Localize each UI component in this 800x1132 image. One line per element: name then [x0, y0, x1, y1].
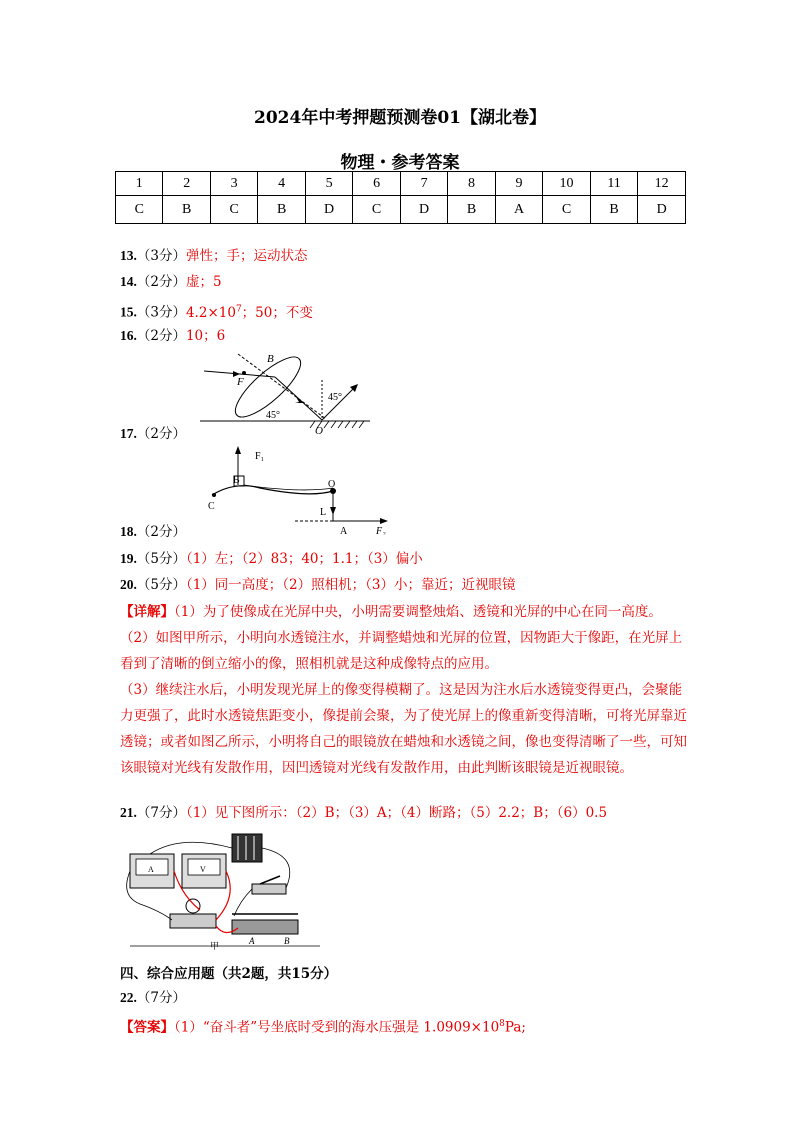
- page-title: 2024年中考押题预测卷01【湖北卷】: [254, 108, 546, 128]
- label-f1: F₁: [255, 451, 265, 462]
- voltmeter-label: V: [200, 865, 206, 874]
- answer-exponent: 8: [499, 1019, 505, 1029]
- answer-unit: Pa;: [504, 1019, 526, 1036]
- point-c: [212, 493, 216, 497]
- figure-label: 甲: [210, 941, 220, 950]
- battery: [232, 834, 262, 862]
- question-number: 16.: [120, 328, 137, 343]
- detail-paragraph-1: [120, 599, 690, 625]
- question-answer: （1）同一高度；（2）照相机；（3）小；靠近；近视眼镜: [185, 577, 516, 593]
- question-number: 20.: [120, 577, 137, 592]
- question-20: [120, 575, 516, 595]
- switch: [252, 884, 286, 894]
- label-a: A: [340, 526, 348, 535]
- question-score: （2分）: [136, 426, 186, 442]
- label-o: O: [315, 425, 323, 437]
- question-answer: （1）左；（2）83；40；1.1；（3）偏小: [185, 551, 423, 567]
- question-score: （3分）: [136, 248, 186, 264]
- arm-arrowhead: [330, 507, 336, 515]
- angle-label: 45°: [266, 410, 280, 421]
- question-number: 13.: [120, 248, 137, 263]
- detail-tag: 【详解】: [120, 604, 174, 620]
- question-number-cell: 1: [116, 172, 163, 196]
- rheostat-end-a: A: [249, 936, 255, 946]
- figure-21-circuit-diagram: [120, 826, 320, 950]
- label-b: B: [267, 353, 274, 365]
- question-number-cell: 10: [543, 172, 591, 196]
- question-number-cell: 6: [353, 172, 400, 196]
- answer-cell: B: [448, 196, 495, 224]
- question-22-answer: [120, 1014, 526, 1038]
- rheostat-end-b: B: [284, 936, 290, 946]
- wire: [150, 842, 232, 854]
- answer-table-answer-row: [116, 196, 686, 224]
- question-score: （2分）: [136, 274, 186, 290]
- answer-text: （1）“奋斗者”号坐底时受到的海水压强是 1.0909×10: [174, 1019, 500, 1036]
- answer-cell: C: [543, 196, 591, 224]
- detail-text: （1）为了使像成在光屏中央，小明需要调整烛焰、透镜和光屏的中心在同一高度。: [174, 604, 662, 620]
- question-number: 21.: [120, 805, 137, 820]
- force-f1-arrowhead: [235, 446, 241, 454]
- lamp-base: [170, 914, 216, 928]
- lever-curve: [212, 486, 333, 495]
- answer-cell: B: [258, 196, 305, 224]
- answer-cell: B: [163, 196, 210, 224]
- question-score: （5分）: [136, 551, 186, 567]
- answer-tag: 【答案】: [120, 1019, 174, 1036]
- question-13: [120, 246, 307, 266]
- section-heading: 四、综合应用题（共2题，共15分）: [120, 966, 338, 982]
- label-c: C: [208, 501, 215, 512]
- lamp-bulb-icon: [186, 899, 200, 913]
- question-answer: [186, 305, 313, 321]
- question-15: [120, 299, 313, 323]
- answer-cell: C: [210, 196, 257, 224]
- question-score: （7分）: [136, 990, 186, 1006]
- question-number: 22.: [120, 990, 137, 1005]
- figure-18-lever-diagram: [200, 443, 400, 535]
- answer-cell: C: [116, 196, 163, 224]
- question-score: （3分）: [136, 304, 186, 321]
- answer-cell: B: [590, 196, 638, 224]
- answer-cell: C: [353, 196, 400, 224]
- question-number-cell: 2: [163, 172, 210, 196]
- question-answer: （1）见下图所示：（2）B；（3）A；（4）断路；（5）2.2；B；（6）0.5: [185, 805, 608, 821]
- ray-arrow: [295, 397, 303, 403]
- question-21: [120, 803, 607, 823]
- answer-table-number-row: [116, 172, 686, 196]
- question-17: [120, 424, 186, 444]
- question-22: [120, 988, 186, 1008]
- question-number-cell: 7: [400, 172, 447, 196]
- question-16: [120, 326, 225, 346]
- principal-axis: [238, 354, 326, 419]
- question-18: [120, 522, 186, 542]
- question-score: （7分）: [136, 805, 186, 821]
- question-number: 18.: [120, 524, 137, 539]
- detail-paragraph-2: （2）如图甲所示，小明向水透镜注水，并调整蜡烛和光屏的位置，因物距大于像距，在光屏上看到了清晰的倒立缩小的像，照相机就是这种成像特点的应用。: [120, 630, 683, 672]
- question-number-cell: 4: [258, 172, 305, 196]
- refracted-ray: [275, 377, 322, 420]
- answer-exponent: 7: [235, 304, 242, 314]
- question-number: 14.: [120, 274, 137, 289]
- question-number: 15.: [120, 304, 137, 320]
- question-answer: 弹性；手；运动状态: [185, 248, 308, 264]
- page-subtitle: 物理・参考答案: [340, 153, 460, 173]
- label-b: B: [233, 475, 240, 486]
- focus-point: [242, 371, 246, 375]
- answer-cell: D: [305, 196, 352, 224]
- answer-rest: ；50；不变: [241, 304, 313, 321]
- answer-base: 4.2×10: [185, 304, 236, 321]
- question-answer: 虚；5: [185, 274, 222, 290]
- question-number: 17.: [120, 426, 137, 441]
- label-l: L: [320, 507, 327, 518]
- answer-table: [115, 171, 686, 224]
- answer-cell: D: [400, 196, 447, 224]
- ammeter-label: A: [148, 865, 154, 874]
- label-o: O: [328, 479, 336, 490]
- angle-label: 45°: [328, 392, 342, 403]
- question-number-cell: 11: [590, 172, 638, 196]
- label-f: F: [237, 376, 244, 388]
- question-score: （2分）: [136, 328, 186, 344]
- question-score: （5分）: [136, 577, 186, 593]
- rheostat: [232, 920, 298, 934]
- question-answer: 10；6: [185, 328, 226, 344]
- force-f2-arrowhead: [380, 518, 388, 524]
- question-19: [120, 549, 423, 569]
- question-number-cell: 5: [305, 172, 352, 196]
- figure-17-optics-diagram: [200, 350, 380, 440]
- answer-cell: D: [638, 196, 686, 224]
- question-number: 19.: [120, 551, 137, 566]
- wire: [234, 889, 252, 916]
- answer-cell: A: [495, 196, 542, 224]
- label-f2: F₂: [376, 526, 386, 535]
- question-number-cell: 12: [638, 172, 686, 196]
- question-14: [120, 272, 222, 292]
- question-number-cell: 8: [448, 172, 495, 196]
- question-score: （2分）: [136, 524, 186, 540]
- question-number-cell: 9: [495, 172, 542, 196]
- detail-paragraph-3: （3）继续注水后，小明发现光屏上的像变得模糊了。这是因为注水后水透镜变得更凸，会聚能力更强了，此时水透镜焦距变小，像提前会聚，为了使光屏上的像重新变得清晰，可将光屏靠近透镜；或者如图乙所示，小明将自己的眼镜放在蜡烛和水透镜之间，像也变得清晰了一些，可知该眼镜对光线有发散作用，因凹透镜对光线有发散作用，由此判断该眼镜是近视眼镜。: [120, 682, 687, 776]
- question-number-cell: 3: [210, 172, 257, 196]
